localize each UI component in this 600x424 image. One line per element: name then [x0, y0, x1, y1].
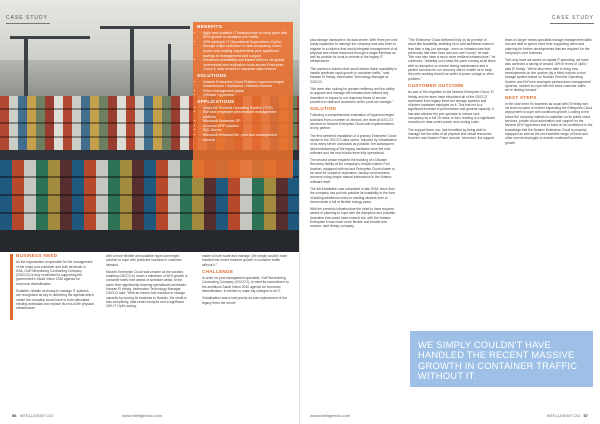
left-footer-url: [122, 413, 162, 418]
body-paragraph: With the previous infrastructure the need to have required weeks of planning to cope with the disruption and possible downtime that would have ensued but, with the Nutanix Enterprise it was much more flexible and trouble-free manner, said Helaly, company.: [310, 207, 396, 229]
body-paragraph: "The Enterprise Cloud delivered fully on its promise of cloud-like scalability, enabling us to add additional nodes in less than a day (on average - even on infrastructure that previously had seen fixed add-ons over hours)" he said. "We now also have a much more resilient infrastructure," he continued, "allowing us to keep the ports running at all times with no disruption or service during maintenance and a perfect scenario for our recovery site to enable us to keep the ports working should we suffer a power outage or other problem.": [408, 38, 496, 81]
body-paragraph: with a more flexible and scalable hyper-converged solution to cope with predicted increase in customer demand.: [106, 254, 182, 267]
body-paragraph: The support team, too, has benefited by being able to manage the two sites of all physical and virtual resources from the one Nutanix Prism console. Moreover, the support: [408, 127, 495, 141]
body-paragraph: Nutanix Enterprise Cloud was chosen as the solution, enabling GSCCO to reach a milestone of 50% growth in container traffic well ahead of schedule whilst, at the same time significantly lowering operational overheads. Hassan El Helaly, Information Technology Manager, GSCCO said: "With an eleven-fold increase in storage capacity by moving its business to Nutanix, the result is less complexity, data centre footprint and a significant 15% IT OpEx saving,: [106, 269, 188, 309]
application-item: • Microsoft Dynamics GP: [203, 119, 289, 124]
right-column-3: [505, 38, 593, 148]
publication-name: INTELLIGENT CIO: [19, 413, 54, 418]
solution-item: • VMware Hypervisor: [203, 93, 289, 98]
pull-quote-text: WE SIMPLY COULDN'T HAVE HANDLED THE RECENT MASSIVE GROWTH IN CONTAINER TRAFFIC WITHOUT IT.: [418, 339, 578, 382]
solution-item: • Nutanix Enterprise Cloud Platform hyperconverged infrastructure / replication / Nutanix clusters: [203, 80, 289, 89]
applications-heading: APPLICATIONS: [197, 98, 235, 104]
body-paragraph: Virtualisation was a real priority as was replacement of the legacy three-tier server: [202, 296, 287, 305]
body-paragraph: "We wanted a solution that would deliver linear scalability to handle predicted rapid growth in container traffic," said Hassan El Helaly, Information Technology Manager at GSCCO.: [310, 66, 398, 84]
body-paragraph: easier to both scale and manage. We simply couldn't have handled the recent massive growth in container traffic without it.": [202, 254, 288, 267]
body-paragraph: The full installation was completed in late 2016, since then the company has put into practice its scalability in the form of adding additional nodes to existing clusters over to demonstrate a full of flexible energy years.: [310, 186, 396, 204]
left-column-3: [202, 254, 290, 308]
application-item: • Microsoft Windows file, print and management servers: [203, 133, 289, 142]
application-item: • EnForce employee performance management platform: [203, 110, 289, 119]
left-column-1: [10, 254, 94, 314]
solution-item: • Prism management plane: [203, 89, 289, 94]
business-need-accent-bar: [10, 254, 13, 320]
page-number: 56: [12, 413, 17, 418]
left-body-text: [10, 254, 294, 414]
body-paragraph: "We were also looking for greater resiliency and the ability to upgrade and manage the infrastructure without any downtime or impact to our response times of service provided to staff and customers at the ports we manage.": [310, 86, 395, 104]
application-item: • SQL Server: [203, 128, 289, 133]
right-page: [300, 0, 600, 424]
benefit-item: • Enhanced availability and instant failover via global incremental and replication tools across Enterprise Cloud & data centres in separate data centres: [203, 58, 289, 72]
business-need-heading: BUSINESS NEED: [16, 253, 58, 258]
body-paragraph: As part of the migration to the Nutanix Enterprise Cloud, El Helaly and his team have virtualised all of the GSCCO workloads from legacy three-tier storage systems and vSphere hardware deployed on it. This has led to a significant increase in performance and general capacity. It has also allowed the port operator to reduce rack occupancy by a full 15 racks, in turn, leading to a significant reduction in data centre power and cooling costs.: [408, 90, 495, 125]
section-tag: CASE STUDY: [552, 15, 594, 21]
section-tag-rule: [6, 23, 50, 24]
right-footer-url: [310, 413, 350, 418]
sidebar-panel: [193, 22, 293, 178]
application-item: • In-house ERP solution: [203, 124, 289, 129]
body-paragraph: team no longer needs specialist storage management skills and are able to spend more time supporting users and planning for further developments that are required for the company's core business.: [505, 38, 592, 55]
customer-outcome-heading: CUSTOMER OUTCOME: [408, 82, 464, 88]
right-footer: [546, 413, 590, 418]
section-tag: CASE STUDY: [6, 15, 48, 21]
benefit-item: • 15% saving in IT Operational Expenditure (OpEx) through major reduction in rack occupancy, lower power and cooling requirements plus significant savings in management and support: [203, 40, 289, 58]
benefits-list: [197, 31, 289, 72]
solutions-heading: SOLUTIONS: [197, 72, 227, 78]
solutions-list: [197, 80, 289, 98]
website-url[interactable]: www.intelligentcio.com: [310, 413, 351, 418]
pull-quote-box: [410, 331, 593, 387]
solution-heading: SOLUTION: [310, 106, 337, 112]
body-paragraph: The second phase required the building of a Disaster Recovery facility at the company's Jeddah Islamic Port location, equipped with second Enterprise Cloud cluster to be used for snapshot replication, backup and business recovery using simple natural instructions in the Nutanix software itself.: [310, 158, 395, 184]
publication-name: INTELLIGENT CIO: [546, 413, 581, 418]
application-item: • Navis N4 Terminal Operating System (TOS): [203, 106, 289, 111]
body-paragraph: As the organisation responsible for the management of the major port container and bulk terminals in KSA, Gulf Stevedoring Contracting Company (GSCCO) is fully committed to supporting the government's Saudi Vision 2030 agenda for economic diversification.: [16, 260, 93, 286]
right-column-2: [408, 38, 496, 144]
benefit-item: • Agile and scalable IT infrastructure to keep pace with 50% growth in container port traffic: [203, 31, 289, 40]
left-column-2: [106, 254, 190, 312]
body-paragraph: Scalable, reliable and easy to manage IT systems are recognised as key to delivering the agenda which meant the company would have to both rationalise existing workloads and replace its end-of-life physical infrastructure: [16, 289, 94, 311]
body-paragraph: plus storage hardware in its data centre. With three per cent ready expansion to manage the company was also keen to migrate to a solution that would integrate management of all physical and virtual resources through a single interface as well as provide for local-to-remote of the legacy IT infrastructure.: [310, 38, 398, 64]
left-footer: [10, 413, 54, 418]
website-url[interactable]: www.intelligentcio.com: [122, 413, 163, 418]
section-tag-rule: [550, 23, 594, 24]
body-paragraph: In the short term it's business as usual with El Helaly and his team focused on further expanding the Enterprise Cloud deployment to cope with continued growth. Looking to the future the company intends to capitalise on its public cloud services, private cloud automation and support for the Nutanix AHV hypervisor and to build on its confidence in the knowledge that the Nutanix Enterprise Cloud is properly equipped as well as the next sizeable range of these and other new technologies to enable continued business growth.: [505, 101, 593, 145]
body-paragraph: Following a comprehensive evaluation of hyperconverged solutions from a number of vendors, the team at GSCCO decided on Nutanix Enterprise Cloud with implementation led by partner.: [310, 113, 395, 131]
next-steps-heading: NEXT STEPS: [505, 94, 537, 100]
body-paragraph: "Not only have we saved on capital IT spending, we have also achieved a saving of around 15% in terms of OpEx," said El Helaly. "We've also been able to bring new developments on line quicker (by a third) include a new storage system based on Nutanix Terminal Operating System and EnForce employee performance management systems, needed to cope with the extra customer traffic we're dealing forward.": [505, 58, 591, 93]
right-column-1: [310, 38, 398, 232]
applications-list: [197, 106, 289, 143]
body-paragraph: The first weekend installation of a primary Enterprise Cloud cluster in the GSCCO data centre, followed by virtualisation of as many server workloads as possible, the subsequent decommissioning of the legacy hardware once the new software and the new blocks were fully operational.: [310, 133, 397, 155]
benefits-heading: BENEFITS: [197, 24, 223, 29]
page-number: 57: [583, 413, 588, 418]
challenge-heading: CHALLENGE: [202, 268, 234, 274]
body-paragraph: In order for port management specialist, Gulf Stevedoring Contracting Company (GSCCO), to meet its commitment to the ambitious Saudi Vision 2030 agenda for economic diversification, it needed to make big changes to its IT.: [202, 276, 289, 294]
